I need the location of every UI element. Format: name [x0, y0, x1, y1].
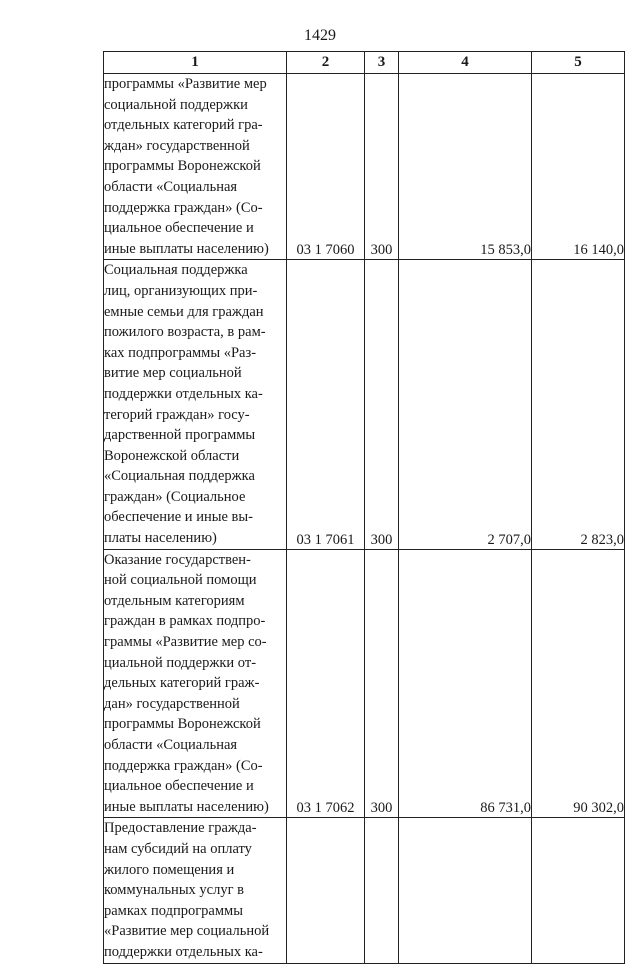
description-line: программы Воронежской	[104, 158, 261, 175]
row-description	[104, 818, 287, 963]
row-amount-col4: 15 853,0	[399, 74, 532, 260]
description-line: Предоставление гражда-	[104, 820, 257, 837]
description-line: области «Социальная	[104, 178, 238, 195]
description-line: поддержка граждан» (Со-	[104, 757, 263, 774]
header-col-4: 4	[399, 52, 532, 74]
header-col-5: 5	[532, 52, 625, 74]
row-code: 03 1 7061	[287, 260, 365, 549]
row-amount-col4: 86 731,0	[399, 549, 532, 818]
table-row	[104, 818, 625, 963]
description-line: отдельных категорий гра-	[104, 117, 263, 134]
description-line: дарственной программы	[104, 427, 256, 444]
table-header-row	[104, 52, 625, 74]
row-amount-col5: 90 302,0	[532, 549, 625, 818]
header-col-2: 2	[287, 52, 365, 74]
description-line: поддержка граждан» (Со-	[104, 199, 263, 216]
row-code: 03 1 7060	[287, 74, 365, 260]
row-amount-col5: 16 140,0	[532, 74, 625, 260]
description-line: поддержки отдельных ка-	[104, 943, 263, 960]
description-line: граммы «Развитие мер со-	[104, 634, 267, 651]
description-line: Социальная поддержка	[104, 262, 248, 279]
row-kind: 300	[365, 74, 399, 260]
description-line: пожилого возраста, в рам-	[104, 324, 266, 341]
row-amount-col5	[532, 818, 625, 963]
description-line: платы населению)	[104, 530, 217, 547]
row-kind	[365, 818, 399, 963]
description-line: лиц, организующих при-	[104, 282, 258, 299]
description-line: жилого помещения и	[104, 861, 235, 878]
row-description	[104, 74, 287, 260]
row-description	[104, 549, 287, 818]
description-line: области «Социальная	[104, 737, 238, 753]
table-row	[104, 74, 625, 260]
description-line: иные выплаты населению)	[104, 240, 269, 257]
description-line: витие мер социальной	[104, 365, 242, 382]
description-line: дан» государственной	[104, 695, 240, 712]
table-row	[104, 549, 625, 818]
description-line: «Социальная поддержка	[104, 468, 255, 485]
description-line: нам субсидий на оплату	[104, 840, 252, 857]
description-line: дельных категорий граж-	[104, 675, 260, 692]
description-line: поддержки отдельных ка-	[104, 385, 263, 402]
row-amount-col4	[399, 818, 532, 963]
description-line: Оказание государствен-	[104, 551, 251, 568]
row-code: 03 1 7062	[287, 549, 365, 818]
description-line: емные семьи для граждан	[104, 303, 264, 320]
description-line: иные выплаты населению)	[104, 798, 269, 815]
description-line: Воронежской области	[104, 447, 240, 464]
budget-table	[103, 51, 625, 964]
row-kind: 300	[365, 260, 399, 549]
description-line: отдельным категориям	[104, 592, 245, 609]
description-line: циальной поддержки от-	[104, 654, 257, 671]
description-line: социальной поддержки	[104, 96, 248, 113]
description-line: программы «Развитие мер	[104, 76, 267, 92]
page-number: 1429	[304, 27, 336, 44]
row-amount-col5: 2 823,0	[532, 260, 625, 549]
table-row	[104, 260, 625, 549]
description-line: ждан» государственной	[104, 137, 250, 154]
description-line: циальное обеспечение и	[104, 778, 254, 795]
description-line: программы Воронежской	[104, 716, 261, 733]
description-line: граждан» (Социальное	[104, 488, 246, 505]
description-line: обеспечение и иные вы-	[104, 509, 253, 526]
description-line: ной социальной помощи	[104, 572, 257, 589]
description-line: «Развитие мер социальной	[104, 923, 270, 940]
header-col-1: 1	[104, 52, 287, 74]
description-line: коммунальных услуг в	[104, 882, 245, 899]
description-line: рамках подпрограммы	[104, 902, 243, 919]
row-kind: 300	[365, 549, 399, 818]
row-amount-col4: 2 707,0	[399, 260, 532, 549]
description-line: граждан в рамках подпро-	[104, 613, 266, 630]
row-description	[104, 260, 287, 549]
row-code	[287, 818, 365, 963]
description-line: тегорий граждан» госу-	[104, 406, 250, 423]
table-body	[104, 74, 625, 964]
description-line: ках подпрограммы «Раз-	[104, 344, 257, 361]
header-col-3: 3	[365, 52, 399, 74]
description-line: циальное обеспечение и	[104, 220, 254, 237]
